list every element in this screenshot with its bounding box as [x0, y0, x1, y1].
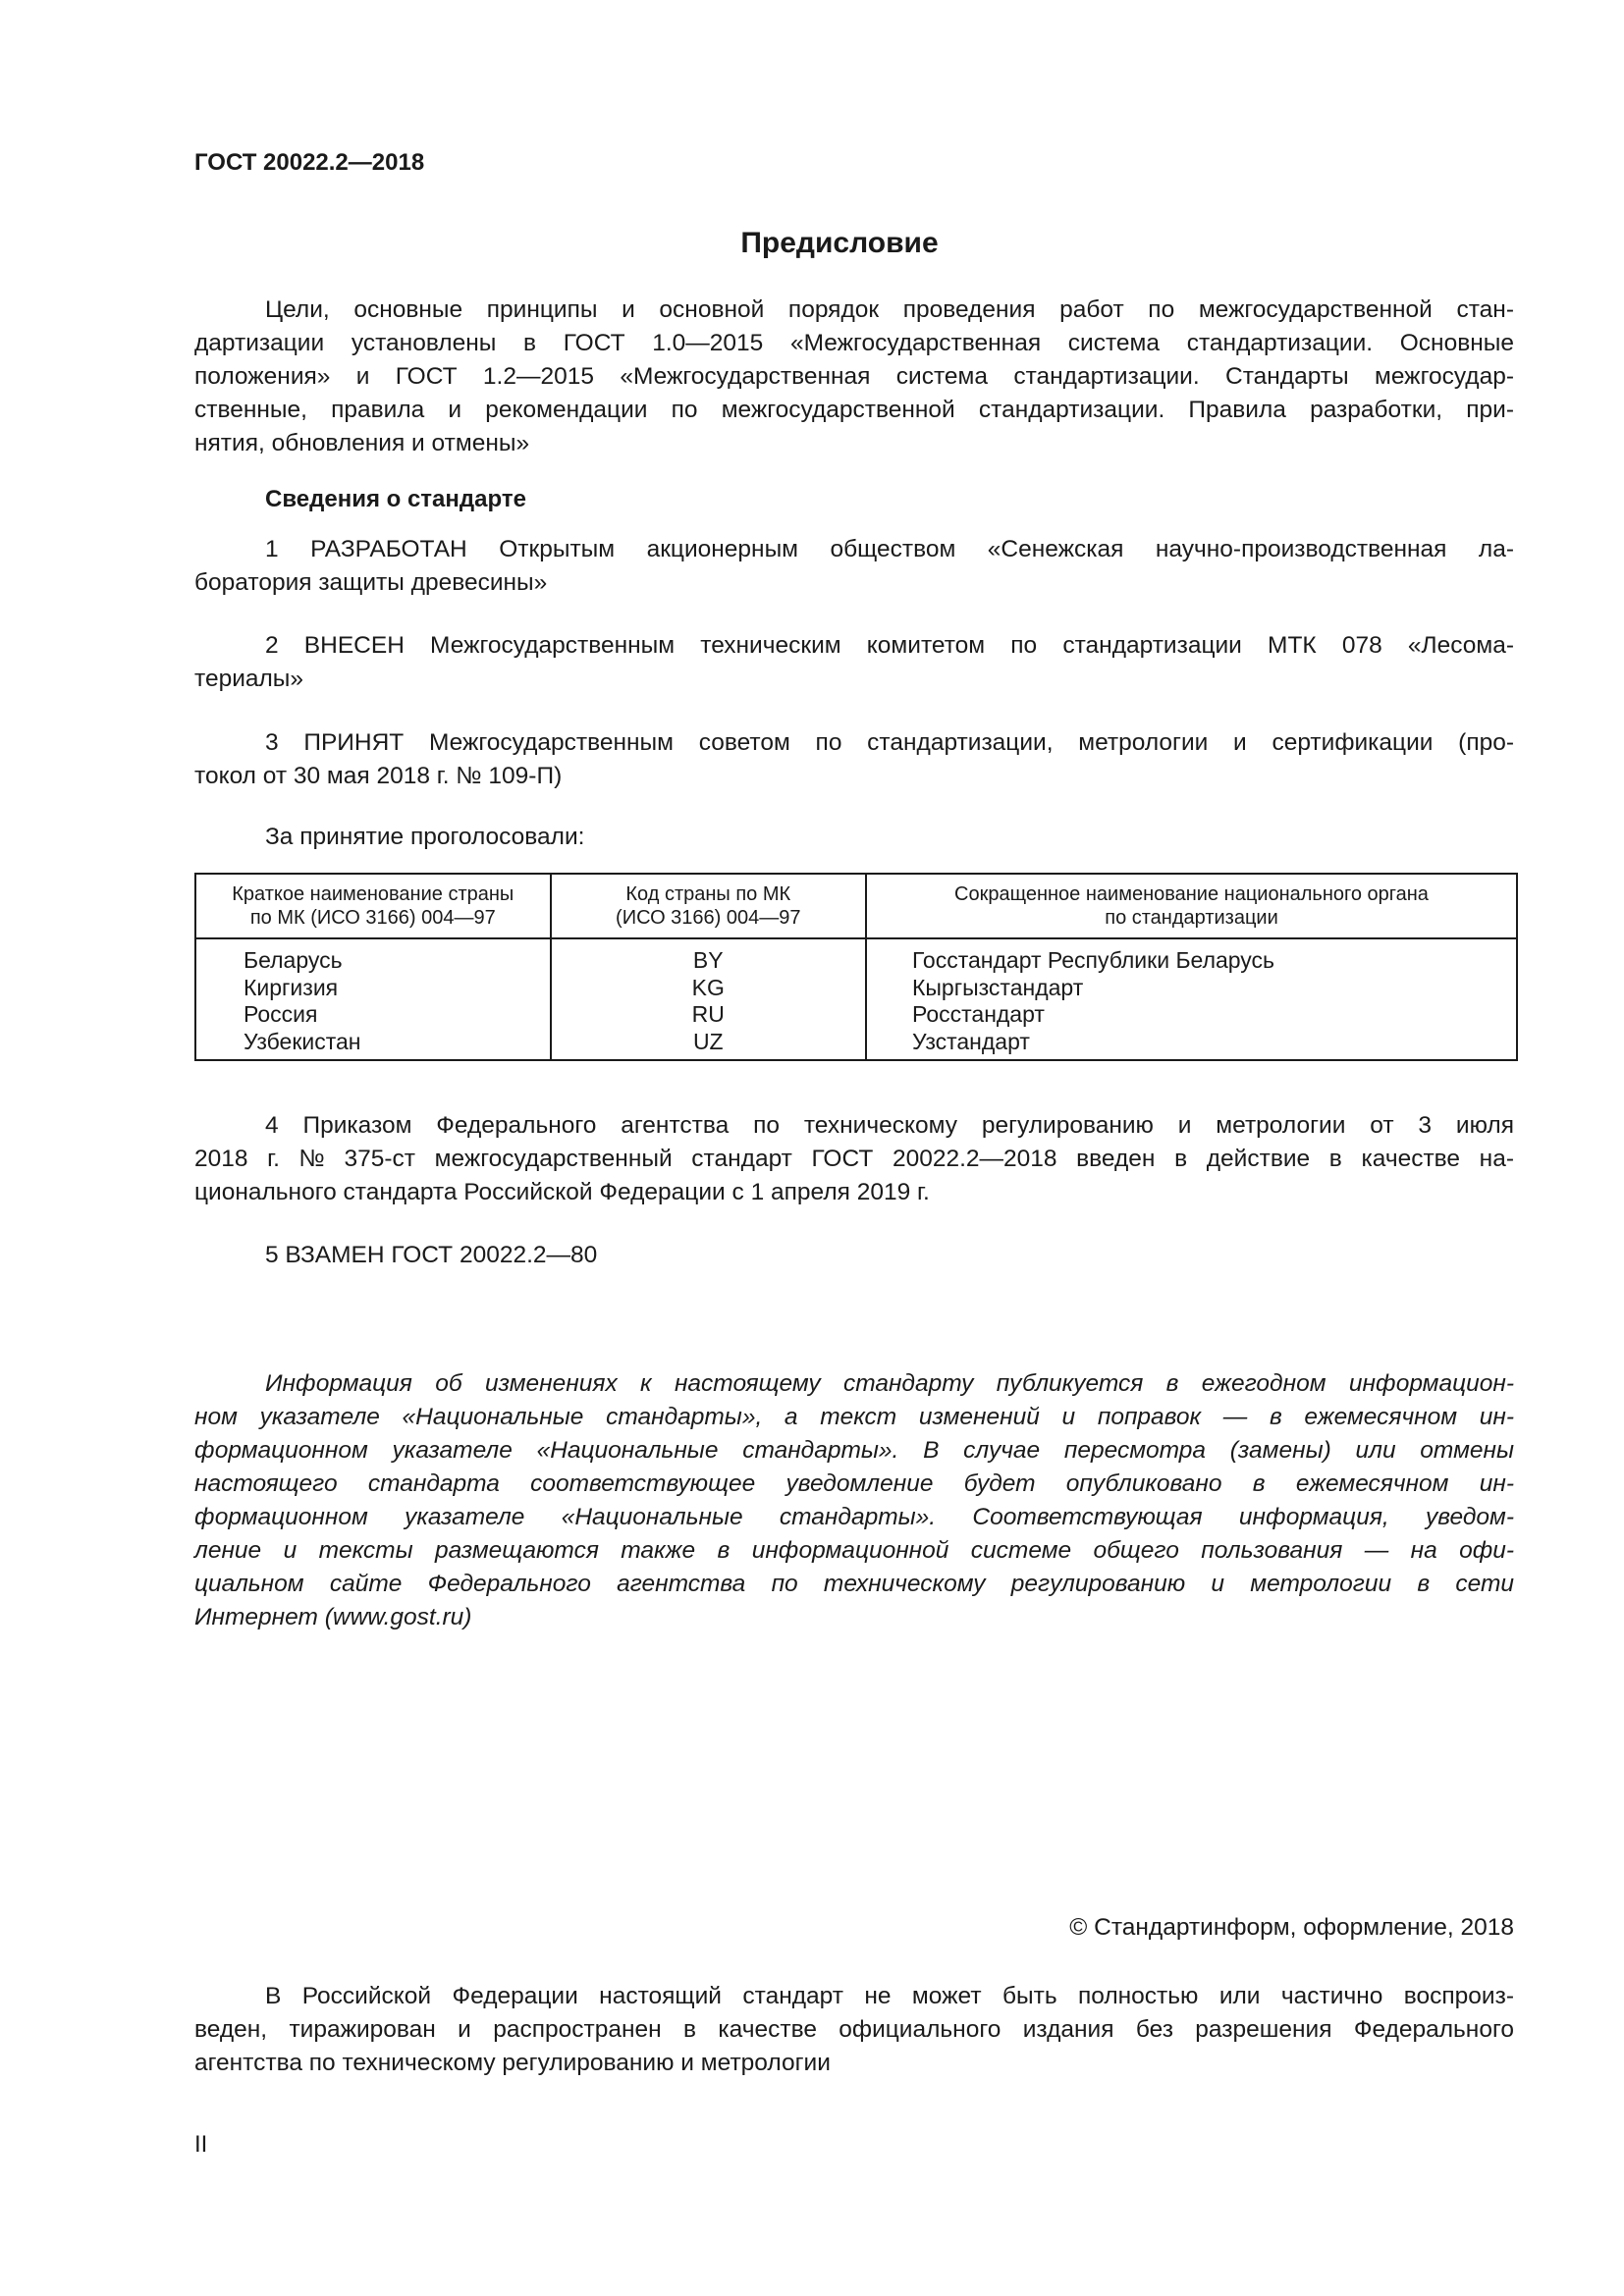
column-header-body: [866, 874, 1517, 938]
text-line: формационном указателе «Национальные стандарты». Соответствующая информация, уведом-: [194, 1504, 1514, 1530]
changes-info-paragraph: [194, 1367, 1514, 1634]
header-line: по МК (ИСО 3166) 004—97: [249, 907, 496, 929]
copyright-notice: © Стандартинформ, оформление, 2018: [1069, 1914, 1514, 1941]
column-header-code: [551, 874, 866, 938]
text-line: ном указателе «Национальные стандарты», а текст изменений и поправок — в ежемесячном ин-: [194, 1404, 1514, 1430]
item-adopted: [194, 726, 1514, 793]
voting-table: [194, 873, 1518, 1061]
text-line: 1 РАЗРАБОТАН Открытым акционерным обществом «Сенежская научно-производственная ла-: [265, 536, 1514, 562]
column-header-country: [195, 874, 551, 938]
text-line: 3 ПРИНЯТ Межгосударственным советом по стандартизации, метрологии и сертификации (про-: [265, 729, 1514, 756]
country-name: Россия: [244, 1001, 318, 1027]
country-code: BY: [692, 947, 724, 973]
text-line: токол от 30 мая 2018 г. № 109-П): [194, 763, 563, 789]
text-line: 2 ВНЕСЕН Межгосударственным техническим комитетом по стандартизации МТК 078 «Лесома-: [265, 632, 1514, 659]
document-header: ГОСТ 20022.2—2018: [194, 149, 425, 176]
text-line: циальном сайте Федерального агентства по техническому регулированию и метрологии в сети: [194, 1571, 1514, 1597]
body-cell: [866, 938, 1517, 1060]
national-body: Госстандарт Республики Беларусь: [912, 947, 1275, 973]
country-code: UZ: [692, 1028, 724, 1054]
national-body: Росстандарт: [912, 1001, 1045, 1027]
header-line: Краткое наименование страны: [232, 883, 514, 905]
header-line: Код страны по МК: [625, 883, 791, 905]
item-developed: [194, 533, 1514, 600]
text-line: 5 ВЗАМЕН ГОСТ 20022.2—80: [265, 1242, 598, 1268]
text-line: настоящего стандарта соответствующее уведомление будет опубликовано в ежемесячном ин-: [194, 1470, 1514, 1497]
header-line: Сокращенное наименование национального органа: [954, 883, 1429, 905]
table-header-row: [195, 874, 1517, 938]
country-cell: [195, 938, 551, 1060]
page-number: II: [194, 2131, 208, 2158]
item-submitted: [194, 629, 1514, 696]
foreword-paragraph: [194, 294, 1514, 460]
country-name: Киргизия: [244, 974, 339, 1000]
item-enacted: [194, 1109, 1514, 1209]
national-body: Узстандарт: [912, 1028, 1030, 1054]
country-name: Беларусь: [244, 947, 343, 973]
text-line: боратория защиты древесины»: [194, 569, 548, 596]
text-line: 4 Приказом Федерального агентства по техническому регулированию и метрологии от 3 июля: [265, 1112, 1514, 1139]
header-line: (ИСО 3166) 004—97: [616, 907, 801, 929]
standard-info-heading: Сведения о стандарте: [265, 486, 526, 512]
text-line: ционального стандарта Российской Федерации с 1 апреля 2019 г.: [194, 1179, 930, 1205]
text-line: 2018 г. № 375-ст межгосударственный стандарт ГОСТ 20022.2—2018 введен в действие в качестве на-: [194, 1146, 1514, 1172]
text-line: Информация об изменениях к настоящему стандарту публикуется в ежегодном информацион-: [265, 1370, 1514, 1397]
voted-label: За принятие проголосовали:: [265, 824, 585, 850]
code-cell: [551, 938, 866, 1060]
text-line: ственные, правила и рекомендации по межгосударственной стандартизации. Правила разработки, при-: [194, 397, 1514, 423]
text-line: Интернет (www.gost.ru): [194, 1604, 472, 1630]
text-line: веден, тиражирован и распространен в качестве официального издания без разрешения Федерального: [194, 2016, 1514, 2043]
page-title: Предисловие: [740, 227, 939, 259]
header-line: по стандартизации: [1105, 907, 1278, 929]
text-line: нятия, обновления и отмены»: [194, 430, 530, 456]
text-line: Цели, основные принципы и основной порядок проведения работ по межгосударственной стан-: [265, 296, 1514, 323]
text-line: дартизации установлены в ГОСТ 1.0—2015 «Межгосударственная система стандартизации. Основные: [194, 330, 1514, 356]
legal-notice: [194, 1980, 1514, 2080]
text-line: положения» и ГОСТ 1.2—2015 «Межгосударственная система стандартизации. Стандарты межгосудар-: [194, 363, 1514, 390]
country-code: KG: [691, 974, 725, 1000]
country-name: Узбекистан: [244, 1028, 361, 1054]
item-replaces: [194, 1239, 1514, 1272]
text-line: ление и тексты размещаются также в информационной системе общего пользования — на офи-: [194, 1537, 1514, 1564]
table-row: [195, 938, 1517, 1060]
country-code: RU: [691, 1001, 725, 1027]
national-body: Кыргызстандарт: [912, 974, 1084, 1000]
text-line: агентства по техническому регулированию и метрологии: [194, 2050, 831, 2076]
text-line: формационном указателе «Национальные стандарты». В случае пересмотра (замены) или отмены: [194, 1437, 1514, 1464]
text-line: териалы»: [194, 666, 304, 692]
text-line: В Российской Федерации настоящий стандарт не может быть полностью или частично воспроиз-: [265, 1983, 1514, 2009]
